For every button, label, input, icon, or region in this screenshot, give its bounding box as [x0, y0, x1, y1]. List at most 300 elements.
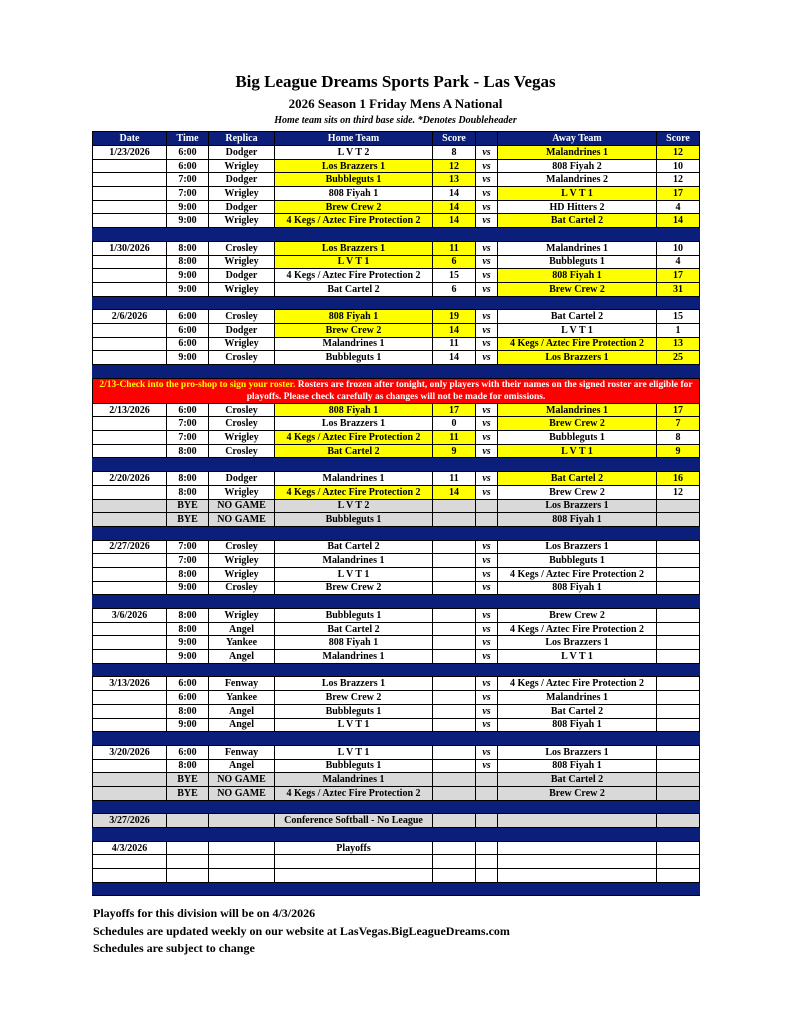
home-score-cell: 6 [433, 255, 476, 269]
home-score-cell [433, 540, 476, 554]
vs-cell: vs [476, 581, 498, 595]
home-team-cell: Conference Softball - No League [275, 814, 433, 828]
date-cell: 1/30/2026 [93, 241, 167, 255]
home-team-cell: 808 Fiyah 1 [275, 636, 433, 650]
away-team-cell: 808 Fiyah 1 [498, 269, 657, 283]
vs-cell: vs [476, 444, 498, 458]
home-score-cell [433, 622, 476, 636]
separator-cell [275, 296, 433, 310]
separator-cell [433, 732, 476, 746]
separator-cell [498, 732, 657, 746]
home-team-cell: Bubbleguts 1 [275, 173, 433, 187]
page-title: Big League Dreams Sports Park - Las Vegas [235, 72, 556, 91]
date-cell [93, 255, 167, 269]
separator-cell [209, 595, 275, 609]
home-team-cell: Los Brazzers 1 [275, 677, 433, 691]
replica-cell: Angel [209, 759, 275, 773]
column-header-date: Date [93, 132, 167, 146]
away-score-cell: 7 [657, 417, 700, 431]
game-row [93, 485, 700, 499]
away-score-cell [657, 581, 700, 595]
home-team-cell: Bubbleguts 1 [275, 759, 433, 773]
game-row [93, 282, 700, 296]
time-cell: 6:00 [167, 691, 209, 705]
vs-cell: vs [476, 431, 498, 445]
time-cell: 9:00 [167, 718, 209, 732]
home-team-cell: Bubbleguts 1 [275, 704, 433, 718]
date-cell [93, 323, 167, 337]
replica-cell: Wrigley [209, 485, 275, 499]
date-cell [93, 622, 167, 636]
separator-cell [476, 882, 498, 896]
separator-cell [433, 365, 476, 379]
vs-cell: vs [476, 704, 498, 718]
replica-cell: Crosley [209, 403, 275, 417]
separator-cell [498, 663, 657, 677]
away-score-cell: 17 [657, 187, 700, 201]
away-team-cell: Brew Crew 2 [498, 417, 657, 431]
separator-cell [476, 800, 498, 814]
home-team-cell: Los Brazzers 1 [275, 417, 433, 431]
away-score-cell [657, 609, 700, 623]
home-score-cell: 17 [433, 403, 476, 417]
time-cell: 8:00 [167, 444, 209, 458]
separator-cell [93, 595, 167, 609]
vs-cell [476, 773, 498, 787]
replica-cell: Fenway [209, 677, 275, 691]
away-score-cell [657, 786, 700, 800]
vs-cell [476, 513, 498, 527]
separator-cell [167, 365, 209, 379]
vs-cell: vs [476, 567, 498, 581]
date-cell: 2/27/2026 [93, 540, 167, 554]
separator-cell [167, 800, 209, 814]
game-row [93, 337, 700, 351]
away-team-cell: Malandrines 1 [498, 691, 657, 705]
away-score-cell [657, 650, 700, 664]
home-team-cell: Los Brazzers 1 [275, 241, 433, 255]
date-cell [93, 173, 167, 187]
replica-cell: NO GAME [209, 786, 275, 800]
replica-cell: Angel [209, 650, 275, 664]
time-cell: 9:00 [167, 269, 209, 283]
vs-cell: vs [476, 554, 498, 568]
home-score-cell [433, 855, 476, 869]
game-row [93, 718, 700, 732]
separator-cell [275, 228, 433, 242]
vs-cell [476, 841, 498, 855]
home-score-cell: 11 [433, 337, 476, 351]
separator-cell [209, 882, 275, 896]
date-cell [93, 200, 167, 214]
time-cell: 7:00 [167, 554, 209, 568]
game-row [93, 255, 700, 269]
away-team-cell: Los Brazzers 1 [498, 351, 657, 365]
home-score-cell [433, 786, 476, 800]
game-row [93, 200, 700, 214]
game-row [93, 159, 700, 173]
away-team-cell: 808 Fiyah 1 [498, 718, 657, 732]
separator-cell [209, 458, 275, 472]
away-team-cell: Malandrines 1 [498, 403, 657, 417]
separator-cell [275, 595, 433, 609]
away-score-cell [657, 554, 700, 568]
separator-cell [657, 663, 700, 677]
replica-cell: Yankee [209, 636, 275, 650]
date-cell [93, 718, 167, 732]
schedule-body [93, 146, 700, 896]
separator-cell [209, 296, 275, 310]
roster-notice-text: Rosters are frozen after tonight, only players with their names on the signed roster are eligible for playoffs. Please check carefully as changes will not be made for omissions. [246, 379, 693, 402]
date-cell [93, 567, 167, 581]
home-score-cell: 13 [433, 173, 476, 187]
game-row [93, 786, 700, 800]
home-team-cell: L V T 1 [275, 567, 433, 581]
week-separator-row [93, 365, 700, 379]
separator-cell [275, 732, 433, 746]
vs-cell [476, 499, 498, 513]
replica-cell: Crosley [209, 241, 275, 255]
date-cell [93, 417, 167, 431]
home-team-cell: 808 Fiyah 1 [275, 403, 433, 417]
home-score-cell: 14 [433, 323, 476, 337]
vs-cell: vs [476, 759, 498, 773]
week-separator-row [93, 663, 700, 677]
away-score-cell [657, 745, 700, 759]
home-score-cell [433, 841, 476, 855]
separator-cell [476, 828, 498, 842]
replica-cell: Wrigley [209, 567, 275, 581]
replica-cell: Wrigley [209, 554, 275, 568]
replica-cell: Angel [209, 622, 275, 636]
replica-cell: Dodger [209, 146, 275, 160]
date-cell [93, 636, 167, 650]
away-team-cell: 808 Fiyah 2 [498, 159, 657, 173]
separator-cell [657, 800, 700, 814]
away-score-cell: 4 [657, 200, 700, 214]
away-score-cell: 12 [657, 485, 700, 499]
vs-cell: vs [476, 677, 498, 691]
separator-cell [93, 800, 167, 814]
home-team-cell: Los Brazzers 1 [275, 159, 433, 173]
separator-cell [433, 663, 476, 677]
vs-cell: vs [476, 485, 498, 499]
away-team-cell [498, 855, 657, 869]
game-row [93, 241, 700, 255]
away-team-cell: Bubbleguts 1 [498, 255, 657, 269]
replica-cell: Dodger [209, 173, 275, 187]
separator-cell [498, 365, 657, 379]
away-team-cell: 4 Kegs / Aztec Fire Protection 2 [498, 622, 657, 636]
vs-cell: vs [476, 636, 498, 650]
home-team-cell: 808 Fiyah 1 [275, 187, 433, 201]
away-team-cell [498, 814, 657, 828]
away-team-cell: Brew Crew 2 [498, 282, 657, 296]
away-team-cell: 4 Kegs / Aztec Fire Protection 2 [498, 337, 657, 351]
separator-cell [167, 828, 209, 842]
separator-cell [433, 828, 476, 842]
home-score-cell [433, 581, 476, 595]
vs-cell: vs [476, 622, 498, 636]
away-score-cell [657, 718, 700, 732]
game-row [93, 310, 700, 324]
game-row [93, 745, 700, 759]
home-team-cell: Bubbleguts 1 [275, 351, 433, 365]
vs-cell: vs [476, 609, 498, 623]
footer-website-note: Schedules are updated weekly on our website at LasVegas.BigLeagueDreams.com [93, 924, 510, 938]
column-header-time: Time [167, 132, 209, 146]
vs-cell: vs [476, 282, 498, 296]
away-team-cell: Malandrines 1 [498, 146, 657, 160]
time-cell: 6:00 [167, 745, 209, 759]
away-score-cell [657, 622, 700, 636]
game-row [93, 323, 700, 337]
separator-cell [167, 296, 209, 310]
away-score-cell: 4 [657, 255, 700, 269]
separator-cell [433, 595, 476, 609]
replica-cell: Fenway [209, 745, 275, 759]
separator-cell [93, 296, 167, 310]
separator-cell [657, 882, 700, 896]
home-team-cell: Malandrines 1 [275, 554, 433, 568]
replica-cell: Crosley [209, 310, 275, 324]
home-team-cell: 4 Kegs / Aztec Fire Protection 2 [275, 485, 433, 499]
game-row [93, 609, 700, 623]
away-team-cell: L V T 1 [498, 187, 657, 201]
home-team-cell: Brew Crew 2 [275, 581, 433, 595]
date-cell [93, 691, 167, 705]
away-score-cell: 17 [657, 403, 700, 417]
home-score-cell [433, 499, 476, 513]
game-row [93, 704, 700, 718]
separator-cell [476, 296, 498, 310]
replica-cell: Crosley [209, 444, 275, 458]
away-score-cell [657, 691, 700, 705]
away-score-cell [657, 540, 700, 554]
time-cell: 6:00 [167, 337, 209, 351]
replica-cell: Wrigley [209, 337, 275, 351]
separator-cell [657, 595, 700, 609]
date-cell [93, 554, 167, 568]
home-score-cell [433, 691, 476, 705]
time-cell: BYE [167, 513, 209, 527]
separator-cell [657, 365, 700, 379]
away-team-cell: Bat Cartel 2 [498, 773, 657, 787]
date-cell: 3/27/2026 [93, 814, 167, 828]
vs-cell: vs [476, 718, 498, 732]
game-row [93, 622, 700, 636]
home-score-cell [433, 718, 476, 732]
home-score-cell: 6 [433, 282, 476, 296]
separator-cell [93, 882, 167, 896]
date-cell [93, 187, 167, 201]
home-team-cell: Brew Crew 2 [275, 691, 433, 705]
home-score-cell [433, 554, 476, 568]
home-team-cell: Bubbleguts 1 [275, 513, 433, 527]
date-cell [93, 650, 167, 664]
time-cell [167, 869, 209, 883]
game-row [93, 351, 700, 365]
home-score-cell: 14 [433, 187, 476, 201]
away-team-cell: Los Brazzers 1 [498, 499, 657, 513]
vs-cell [476, 869, 498, 883]
separator-cell [657, 526, 700, 540]
separator-cell [433, 526, 476, 540]
home-team-cell: Malandrines 1 [275, 337, 433, 351]
vs-cell [476, 814, 498, 828]
away-score-cell: 10 [657, 241, 700, 255]
date-cell [93, 759, 167, 773]
home-team-cell: L V T 2 [275, 499, 433, 513]
away-team-cell: Los Brazzers 1 [498, 540, 657, 554]
replica-cell: Wrigley [209, 159, 275, 173]
time-cell: 8:00 [167, 609, 209, 623]
game-row [93, 814, 700, 828]
game-row [93, 554, 700, 568]
away-team-cell: Los Brazzers 1 [498, 636, 657, 650]
home-team-cell: Bat Cartel 2 [275, 444, 433, 458]
roster-notice-row [93, 378, 700, 403]
date-cell [93, 704, 167, 718]
home-team-cell: Bat Cartel 2 [275, 540, 433, 554]
separator-cell [167, 458, 209, 472]
home-score-cell [433, 759, 476, 773]
away-score-cell [657, 773, 700, 787]
replica-cell: Angel [209, 718, 275, 732]
home-score-cell: 14 [433, 214, 476, 228]
date-cell [93, 869, 167, 883]
time-cell: BYE [167, 499, 209, 513]
week-separator-row [93, 228, 700, 242]
separator-cell [657, 296, 700, 310]
time-cell: 8:00 [167, 241, 209, 255]
separator-cell [275, 458, 433, 472]
home-score-cell: 14 [433, 200, 476, 214]
game-row [93, 173, 700, 187]
time-cell: 7:00 [167, 187, 209, 201]
vs-cell [476, 855, 498, 869]
date-cell [93, 855, 167, 869]
vs-cell: vs [476, 351, 498, 365]
time-cell: 7:00 [167, 540, 209, 554]
home-team-cell: 4 Kegs / Aztec Fire Protection 2 [275, 269, 433, 283]
home-score-cell: 14 [433, 351, 476, 365]
separator-cell [498, 458, 657, 472]
separator-cell [433, 228, 476, 242]
away-score-cell [657, 636, 700, 650]
home-score-cell [433, 513, 476, 527]
home-team-cell: Malandrines 1 [275, 472, 433, 486]
replica-cell: Wrigley [209, 255, 275, 269]
replica-cell: Wrigley [209, 431, 275, 445]
game-row [93, 472, 700, 486]
home-team-cell: 4 Kegs / Aztec Fire Protection 2 [275, 786, 433, 800]
home-score-cell [433, 745, 476, 759]
separator-cell [275, 828, 433, 842]
date-cell [93, 351, 167, 365]
away-team-cell: Bat Cartel 2 [498, 472, 657, 486]
vs-cell: vs [476, 255, 498, 269]
away-score-cell: 8 [657, 431, 700, 445]
game-row [93, 677, 700, 691]
home-score-cell: 11 [433, 472, 476, 486]
column-header-away-team: Away Team [498, 132, 657, 146]
replica-cell: Wrigley [209, 282, 275, 296]
separator-cell [167, 882, 209, 896]
separator-cell [275, 365, 433, 379]
column-header-away-score: Score [657, 132, 700, 146]
time-cell: 9:00 [167, 214, 209, 228]
time-cell: 9:00 [167, 351, 209, 365]
game-row [93, 540, 700, 554]
time-cell: BYE [167, 786, 209, 800]
time-cell: 9:00 [167, 650, 209, 664]
week-separator-row [93, 828, 700, 842]
time-cell: 6:00 [167, 310, 209, 324]
away-score-cell: 25 [657, 351, 700, 365]
game-row [93, 146, 700, 160]
away-team-cell: 4 Kegs / Aztec Fire Protection 2 [498, 677, 657, 691]
vs-cell: vs [476, 200, 498, 214]
separator-cell [167, 732, 209, 746]
time-cell: 8:00 [167, 622, 209, 636]
date-cell: 2/6/2026 [93, 310, 167, 324]
separator-cell [275, 800, 433, 814]
time-cell [167, 855, 209, 869]
away-team-cell: Malandrines 1 [498, 241, 657, 255]
separator-cell [498, 296, 657, 310]
time-cell: 7:00 [167, 173, 209, 187]
replica-cell: Crosley [209, 540, 275, 554]
away-score-cell [657, 841, 700, 855]
separator-cell [209, 526, 275, 540]
home-team-cell: Bubbleguts 1 [275, 609, 433, 623]
replica-cell: NO GAME [209, 773, 275, 787]
separator-cell [93, 663, 167, 677]
separator-cell [657, 828, 700, 842]
table-header-row [93, 132, 700, 146]
separator-cell [93, 732, 167, 746]
date-cell: 1/23/2026 [93, 146, 167, 160]
away-team-cell: Bubbleguts 1 [498, 554, 657, 568]
vs-cell: vs [476, 323, 498, 337]
home-score-cell: 14 [433, 485, 476, 499]
home-team-cell: 4 Kegs / Aztec Fire Protection 2 [275, 214, 433, 228]
away-team-cell: HD Hitters 2 [498, 200, 657, 214]
separator-cell [209, 800, 275, 814]
replica-cell: Wrigley [209, 214, 275, 228]
home-score-cell [433, 869, 476, 883]
game-row [93, 417, 700, 431]
footer-change-note: Schedules are subject to change [93, 941, 255, 955]
home-score-cell [433, 704, 476, 718]
away-team-cell: Bat Cartel 2 [498, 704, 657, 718]
replica-cell: Dodger [209, 200, 275, 214]
separator-cell [657, 458, 700, 472]
separator-cell [476, 458, 498, 472]
replica-cell [209, 841, 275, 855]
date-cell [93, 431, 167, 445]
home-team-cell [275, 855, 433, 869]
week-separator-row [93, 882, 700, 896]
time-cell: 9:00 [167, 581, 209, 595]
time-cell: BYE [167, 773, 209, 787]
separator-cell [209, 365, 275, 379]
game-row [93, 513, 700, 527]
time-cell [167, 841, 209, 855]
separator-cell [275, 663, 433, 677]
separator-cell [275, 526, 433, 540]
